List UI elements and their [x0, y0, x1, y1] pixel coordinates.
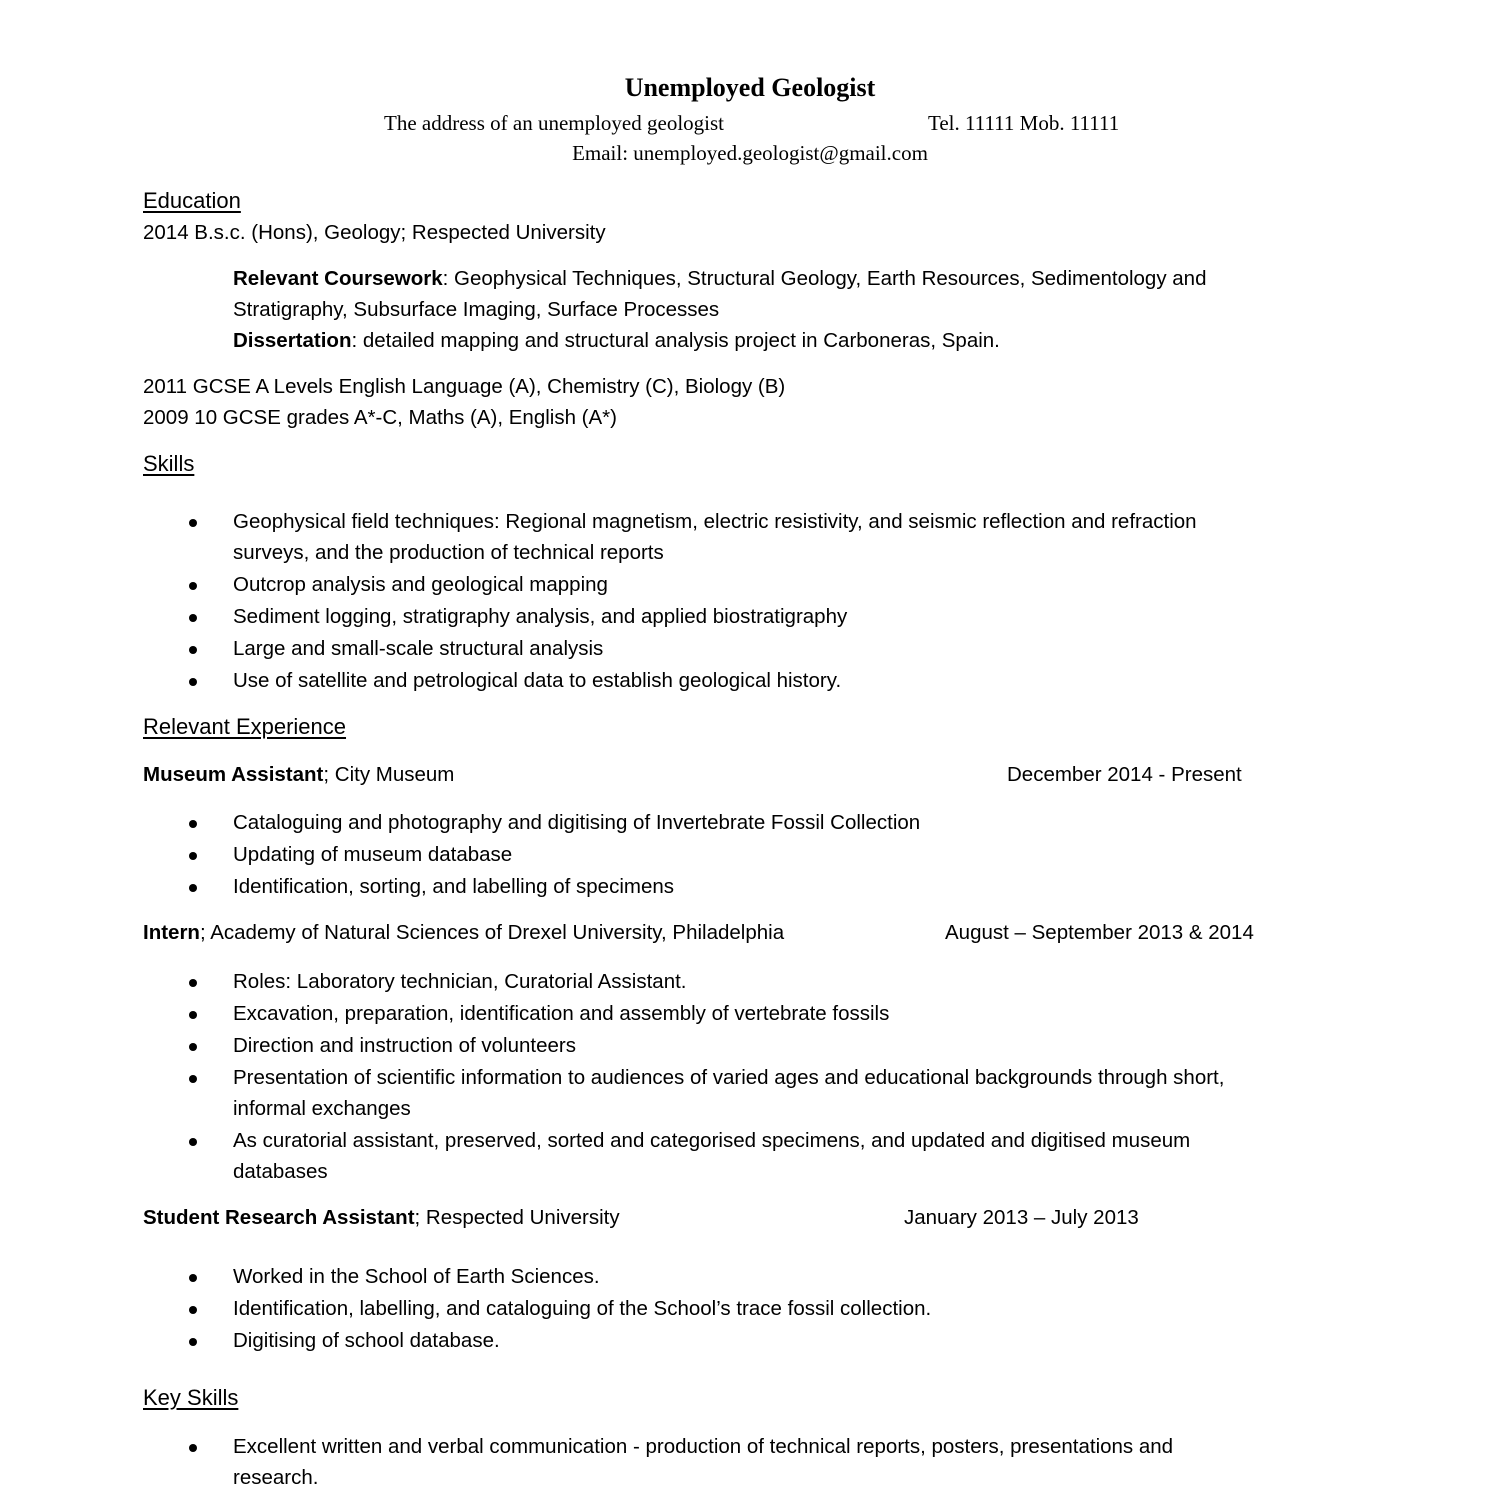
bullet-icon	[189, 1011, 197, 1019]
key-skills-heading: Key Skills	[143, 1385, 239, 1410]
bullet-icon	[189, 1274, 197, 1282]
job-title: Intern	[143, 921, 200, 944]
list-item: Presentation of scientific information to audiences of varied ages and educational backgrounds through short,	[233, 1066, 1225, 1089]
list-item: Updating of museum database	[233, 843, 513, 866]
list-item: As curatorial assistant, preserved, sorted and categorised specimens, and updated and digitised museum	[233, 1129, 1191, 1152]
bullet-icon	[189, 519, 197, 527]
list-item: Excavation, preparation, identification and assembly of vertebrate fossils	[233, 1002, 890, 1025]
coursework-cont: Stratigraphy, Subsurface Imaging, Surface Processes	[233, 298, 720, 321]
gcse: 2009 10 GCSE grades A*-C, Maths (A), English (A*)	[143, 406, 617, 429]
bullet-icon	[189, 1138, 197, 1146]
list-item: Identification, sorting, and labelling of specimens	[233, 875, 675, 898]
bullet-icon	[189, 1043, 197, 1051]
phone: Tel. 11111 Mob. 11111	[928, 111, 1120, 135]
job-dates: December 2014 - Present	[1007, 763, 1242, 786]
list-item: Geophysical field techniques: Regional magnetism, electric resistivity, and seismic reflection and refraction	[233, 510, 1197, 533]
bullet-icon	[189, 1306, 197, 1314]
list-item: Worked in the School of Earth Sciences.	[233, 1265, 600, 1288]
job-dates: January 2013 – July 2013	[904, 1206, 1139, 1229]
dissertation-text: : detailed mapping and structural analysis project in Carboneras, Spain.	[351, 329, 1000, 352]
address: The address of an unemployed geologist	[384, 111, 724, 135]
education-heading: Education	[143, 188, 241, 213]
experience-heading: Relevant Experience	[143, 714, 347, 739]
a-levels: 2011 GCSE A Levels English Language (A), Chemistry (C), Biology (B)	[143, 375, 786, 398]
job-org: ; Respected University	[414, 1206, 620, 1229]
list-item: Sediment logging, stratigraphy analysis, and applied biostratigraphy	[233, 605, 848, 628]
list-item: Digitising of school database.	[233, 1329, 500, 1352]
list-item: databases	[233, 1160, 328, 1183]
coursework-label: Relevant Coursework	[233, 267, 443, 290]
bullet-icon	[189, 1444, 197, 1452]
list-item: Large and small-scale structural analysis	[233, 637, 604, 660]
job-org: ; Academy of Natural Sciences of Drexel University, Philadelphia	[199, 921, 785, 944]
bullet-icon	[189, 884, 197, 892]
bullet-icon	[189, 646, 197, 654]
list-item: Roles: Laboratory technician, Curatorial Assistant.	[233, 970, 687, 993]
job-title-line	[143, 921, 784, 945]
coursework-text: : Geophysical Techniques, Structural Geology, Earth Resources, Sedimentology and	[442, 267, 1207, 290]
list-item: Use of satellite and petrological data to establish geological history.	[233, 669, 842, 692]
bullet-icon	[189, 820, 197, 828]
bullet-icon	[189, 1338, 197, 1346]
job-title-line	[143, 1206, 620, 1230]
job-dates: August – September 2013 & 2014	[945, 921, 1254, 944]
email: Email: unemployed.geologist@gmail.com	[572, 141, 928, 165]
bullet-icon	[189, 614, 197, 622]
list-item: Identification, labelling, and cataloguing of the School’s trace fossil collection.	[233, 1297, 932, 1320]
list-item: informal exchanges	[233, 1097, 411, 1120]
job-title-line	[143, 763, 454, 787]
list-item: Cataloguing and photography and digitising of Invertebrate Fossil Collection	[233, 811, 921, 834]
bullet-icon	[189, 678, 197, 686]
degree: 2014 B.s.c. (Hons), Geology; Respected University	[143, 221, 606, 244]
job-title: Student Research Assistant	[143, 1206, 415, 1229]
dissertation	[233, 329, 1000, 353]
bullet-icon	[189, 852, 197, 860]
list-item: Direction and instruction of volunteers	[233, 1034, 576, 1057]
bullet-icon	[189, 582, 197, 590]
bullet-icon	[189, 979, 197, 987]
list-item: surveys, and the production of technical reports	[233, 541, 664, 564]
skills-heading: Skills	[143, 451, 195, 476]
list-item: Outcrop analysis and geological mapping	[233, 573, 608, 596]
resume-name: Unemployed Geologist	[624, 73, 876, 102]
job-title: Museum Assistant	[143, 763, 324, 786]
bullet-icon	[189, 1075, 197, 1083]
list-item: Excellent written and verbal communication - production of technical reports, posters, presentations and	[233, 1435, 1174, 1458]
job-org: ; City Museum	[323, 763, 455, 786]
list-item: research.	[233, 1466, 319, 1489]
coursework	[233, 267, 1206, 291]
dissertation-label: Dissertation	[233, 329, 352, 352]
